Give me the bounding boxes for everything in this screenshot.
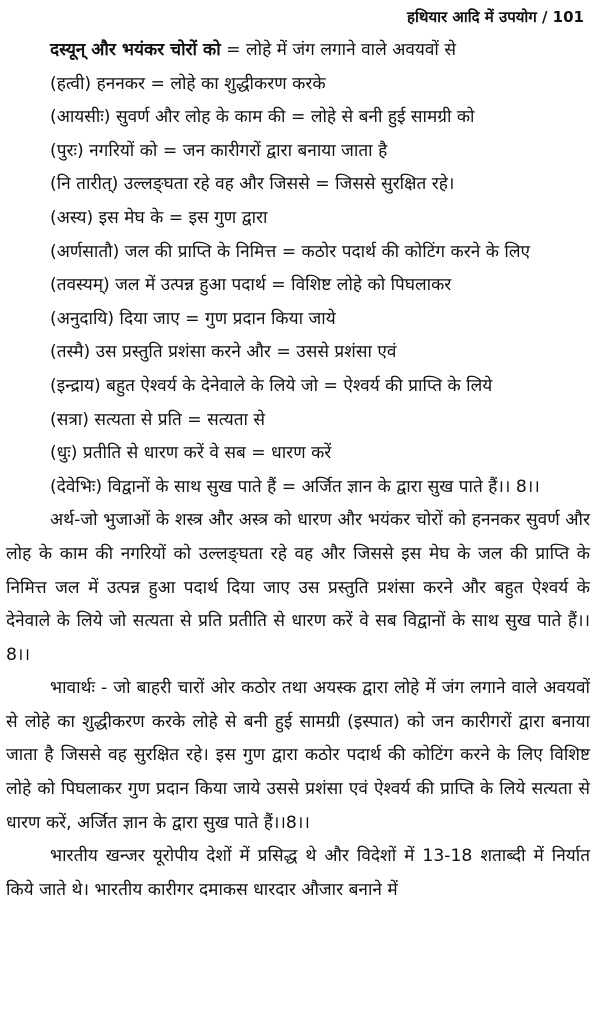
glossary-term: दस्यून्‌ और भयंकर चोरों को <box>50 40 221 60</box>
glossary-line: (देवेभिः) विद्वानों के साथ सुख पाते हैं = अर्जित ज्ञान के द्वारा सुख पाते हैं।। 8।। <box>50 476 540 497</box>
page-body <box>6 34 590 907</box>
glossary-line: (इन्द्राय) बहुत ऐश्वर्य के देनेवाले के लिये जो = ऐश्वर्य की प्राप्ति के लिये <box>50 375 493 396</box>
purport-paragraph: भावार्थः - जो बाहरी चारों ओर कठोर तथा अयस्क द्वारा लोहे में जंग लगाने वाले अवयवों से लोहे का शुद्धीकरण करके लोहे से बनी हुई सामग्री (इस्पात) को जन कारीगरों द्वारा बनाया जाता है जिससे वह सुरक्षित रहे। इस गुण द्वारा कठोर पदार्थ की कोटिंग करने के लिए विशिष्ट लोहे को पिघलाकर गुण प्रदान किया जाये उससे प्रशंसा एवं ऐश्वर्य की प्राप्ति के लिये सत्यता से धारण करें, अर्जित ज्ञान के द्वारा सुख पाते हैं।।8।। <box>6 678 590 833</box>
glossary-line: (अनुदायि) दिया जाए = गुण प्रदान किया जाये <box>50 308 336 329</box>
glossary-line: (धुः) प्रतीति से धारण करें वे सब = धारण करें <box>50 443 332 464</box>
glossary-line: (पुरः) नगरियों को = जन कारीगरों द्वारा बनाया जाता है <box>50 140 388 161</box>
glossary-line: (तवस्यम्‌) जल में उत्पन्न हुआ पदार्थ = विशिष्ट लोहे को पिघलाकर <box>50 275 452 296</box>
glossary-line <box>6 34 590 68</box>
meaning-paragraph: अर्थ-जो भुजाओं के शस्त्र और अस्त्र को धारण और भयंकर चोरों को हननकर सुवर्ण और लोह के काम की नगरियों को उल्लङ्‌घता रहे वह और जिससे इस मेघ के जल की प्राप्ति के निमित्त जल में उत्पन्न हुआ पदार्थ दिया जाए उस प्रस्तुति प्रशंसा करने और बहुत ऐश्वर्य के देनेवाले के लिये जो सत्यता से प्रति प्रतीति से धारण करें वे सब विद्वानों के साथ सुख पाते हैं।।8।। <box>6 510 590 665</box>
glossary-line: (तस्मै) उस प्रस्तुति प्रशंसा करने और = उससे प्रशंसा एवं <box>50 342 397 363</box>
body-paragraph: भारतीय खन्जर यूरोपीय देशों में प्रसिद्ध थे और विदेशों में 13-18 शताब्दी में निर्यात किये जाते थे। भारतीय कारीगर दमाकस धारदार औजार बनाने में <box>6 846 590 900</box>
glossary-line: (अस्य) इस मेघ के = इस गुण द्वारा <box>50 207 268 228</box>
glossary-list <box>6 34 590 504</box>
glossary-line: (हत्वी) हननकर = लोहे का शुद्धीकरण करके <box>50 73 326 94</box>
running-header: हथियार आदि में उपयोग / 101 <box>407 8 584 26</box>
glossary-meaning: = लोहे में जंग लगाने वाले अवयवों से <box>220 40 456 60</box>
glossary-line: (सत्रा) सत्यता से प्रति = सत्यता से <box>50 409 266 430</box>
glossary-line: (आयसीः) सुवर्ण और लोह के काम की = लोहे से बनी हुई सामग्री को <box>50 107 475 128</box>
glossary-line: (नि तारीत्‌) उल्लङ्‌घता रहे वह और जिससे = जिससे सुरक्षित रहे। <box>50 174 455 195</box>
glossary-line: (अर्णसातौ) जल की प्राप्ति के निमित्त = कठोर पदार्थ की कोटिंग करने के लिए <box>50 241 531 262</box>
